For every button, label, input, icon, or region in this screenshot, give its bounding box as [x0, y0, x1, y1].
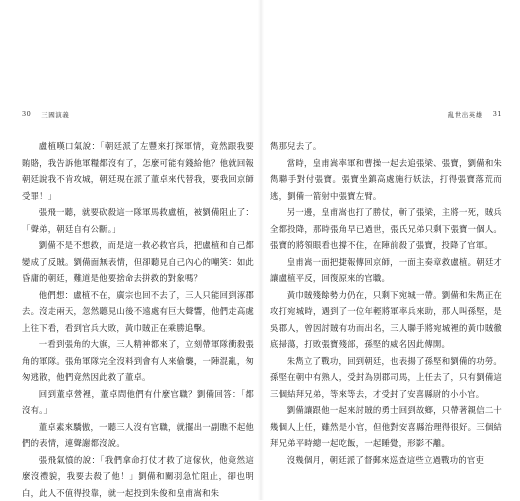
left-running-title: 三國演義 — [41, 110, 69, 119]
left-running-head — [22, 108, 254, 120]
left-body-text — [22, 138, 254, 501]
right-running-title: 亂世出英雄 — [448, 110, 483, 119]
left-page-number: 30 — [22, 110, 31, 118]
paragraph: 當時，皇甫嵩率軍和曹操一起去追張梁、張寶，劉備和朱雋聯手對付張寶。張寶坐鎮高處施行妖法，打得張寶落荒而逃，劉備一箭射中張寶左臂。 — [270, 155, 502, 205]
right-running-head — [270, 108, 502, 120]
paragraph: 董卓素來驕傲，一聽三人沒有官職，就擺出一副瞧不起他們的表情，連聲謝都沒說。 — [22, 419, 254, 452]
paragraph: 劉備不是不想救，而是這一救必救官兵，把盧植和自己都變成了反賊。劉備面無表情，但卻聽見自己內心的嘲笑：如此昏庸的朝廷，難道是他要捨命去拼救的對象嗎？ — [22, 237, 254, 287]
paragraph: 一看到張角的大旗，三人精神都來了，立刻帶軍隊衝殺張角的軍隊。張角軍隊完全沒料到會有人來偷襲，一陣混亂，匆匆逃散，他們竟然因此救了董卓。 — [22, 336, 254, 386]
paragraph: 張飛氣憤的說：「我們拿命打仗才救了這傢伙，他竟然這麼沒禮貌，我要去殺了他！」劉備和關羽急忙阻止，卻也明白，此人不值得投靠，就一起投到朱俊和皇甫嵩和朱 — [22, 452, 254, 501]
paragraph: 回到董卓營裡，董卓問他們有什麼官職？劉備回答：「都沒有。」 — [22, 386, 254, 419]
paragraph: 皇甫嵩一面把捷報傳回京師，一面主奏章救盧植。朝廷才讓盧植平反，回復原來的官職。 — [270, 254, 502, 287]
paragraph: 黃巾賊殘餘勢力仍在，只剩下宛城一帶。劉備和朱雋正在攻打宛城時，遇到了一位年輕將軍率兵來助，那人叫孫堅，是吳郡人，曾因討賊有功而出名，三人聯手將宛城裡的黃巾賊徹底掃蕩，打敗張寶殘部，孫堅的威名因此傳開。 — [270, 287, 502, 353]
paragraph: 劉備讓跟他一起來討賊的勇士回到故鄉，只帶著親信二十幾個人上任，雖然是小官，但他對安喜縣治理得很好。三個結拜兄弟平時總一起吃飯，一起睡覺，形影不離。 — [270, 402, 502, 452]
left-page — [22, 0, 254, 500]
paragraph: 沒幾個月，朝廷派了督郵來巡查這些立過戰功的官吏 — [270, 452, 502, 469]
paragraph: 張飛一聽，就要砍殺這一隊軍馬救盧植，被劉備阻止了：「聲弟，朝廷自有公斷。」 — [22, 204, 254, 237]
paragraph: 雋那兒去了。 — [270, 138, 502, 155]
paragraph: 盧植嘆口氣說：「朝廷派了左豐來打探軍情，竟然跟我要賄賂，我告訴他軍糧都沒有了，怎麼可能有錢給他？他就回報朝廷說我不肯攻城，朝廷現在派了董卓來代替我，要我回京師受罪！」 — [22, 138, 254, 204]
paragraph: 他們想：盧植不在，廣宗也回不去了，三人只能回到涿郡去。沒走兩天，忽然聽見山後不遠處有巨大聲響，他們走高處上往下看，看到官兵大敗，黃巾賊正在乘勝追擊。 — [22, 287, 254, 337]
right-page-number: 31 — [493, 110, 502, 118]
right-body-text — [270, 138, 502, 468]
right-page — [270, 0, 502, 500]
paragraph: 另一邊，皇甫嵩也打了勝仗，斬了張梁，主將一死，賊兵全都投降，那時張角早已過世，張氏兄弟只剩下張寶一個人。張寶的將領眼看也撐不住，在陣前殺了張寶，投降了官軍。 — [270, 204, 502, 254]
paragraph: 朱雋立了戰功，回到朝廷，也表揚了孫堅和劉備的功勞。孫堅在朝中有熟人，受封為別郡司馬，上任去了，只有劉備這三個結拜兄弟，等來等去，才受封了安喜縣尉的小小官。 — [270, 353, 502, 403]
book-gutter — [258, 0, 264, 500]
